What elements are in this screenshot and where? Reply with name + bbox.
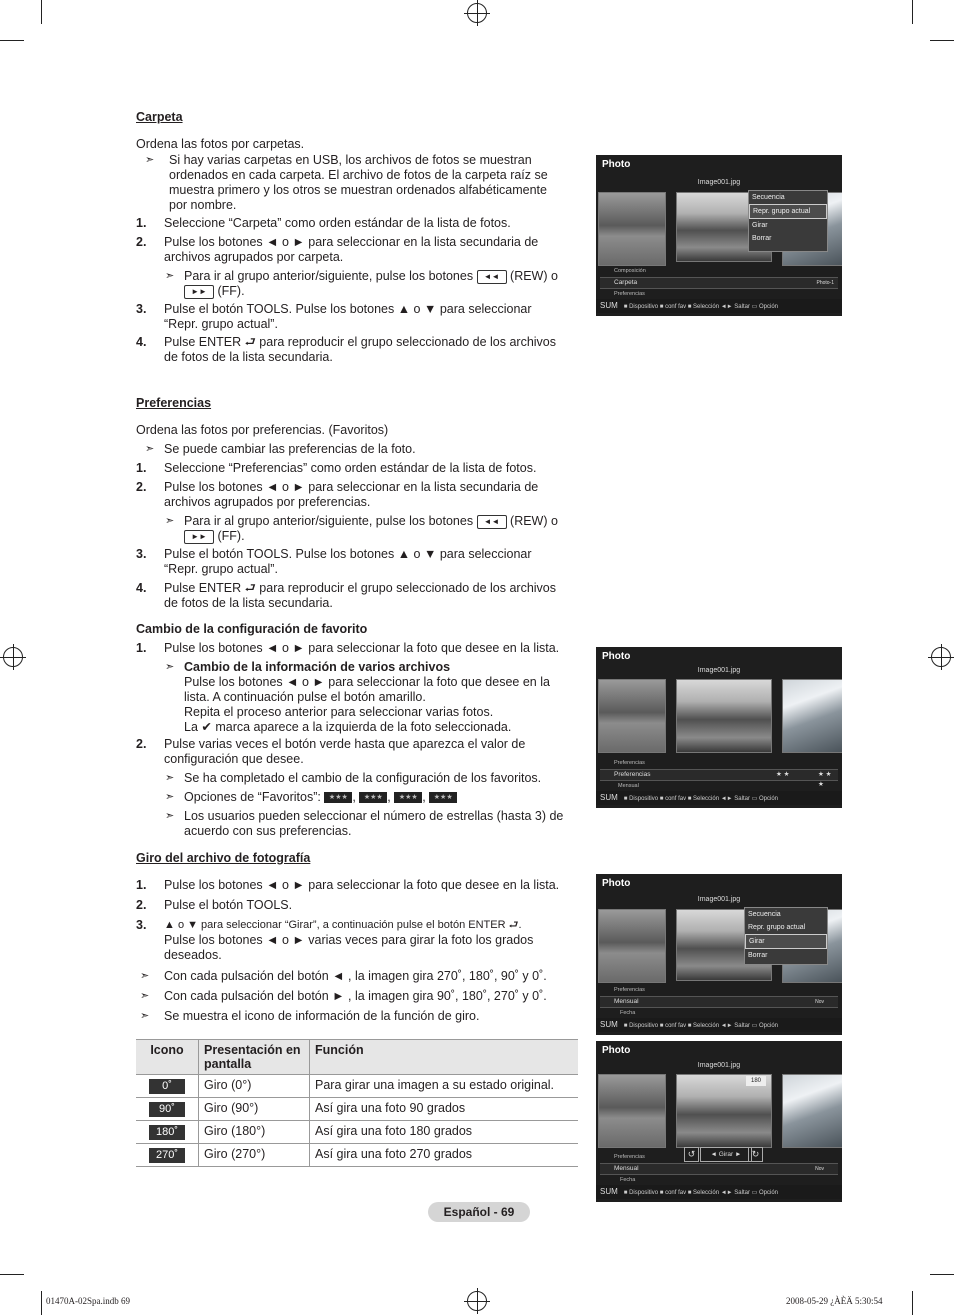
note-arrow: ➣: [165, 661, 175, 673]
step-number: 1.: [136, 878, 147, 892]
status-bar: SUM ■ Dispositivo ■ conf fav ■ Selección ◄► Saltar ▭ Opción: [596, 1185, 842, 1199]
note-arrow: ➣: [140, 990, 150, 1002]
note-text: Con cada pulsación del botón ◄ , la imagen gira 270˚, 180˚, 90˚ y 0˚.: [164, 969, 547, 983]
step-number: 1.: [136, 216, 147, 230]
step-text: Seleccione “Carpeta” como orden estándar de la lista de fotos.: [164, 216, 511, 230]
rotate-left-icon[interactable]: ↺: [684, 1147, 699, 1162]
ff-key-icon: ►►: [184, 285, 214, 299]
table-row: [136, 1121, 578, 1144]
registration-mark-bottom: [467, 1291, 487, 1311]
note-arrow: ➣: [140, 970, 150, 982]
multi-file-note: Cambio de la información de varios archivos Pulse los botones ◄ o ► para seleccionar la foto que desee en la lista. A continuación pulse el botón amarillo. Repita el proceso anterior para seleccionar varias fotos. La ✔ marca aparece a la izquierda de la foto seleccionada.: [184, 660, 550, 734]
note-arrow: ➣: [140, 1010, 150, 1022]
heading-carpeta: Carpeta: [136, 110, 183, 124]
group-bar: Preferencias ★ ★ ★ ★ ★: [600, 769, 838, 781]
rotate-90-icon: 90˚: [149, 1102, 185, 1117]
crop-mark: [912, 1291, 913, 1315]
screen-filename: Image001.jpg: [697, 667, 741, 674]
fav-option-0: ★★★: [324, 792, 352, 803]
fav-option-3: ★★★: [429, 792, 457, 803]
note-arrow: ➣: [165, 791, 175, 803]
crop-mark: [912, 0, 913, 24]
note-arrow: ➣: [145, 443, 155, 455]
photo-thumbnail: [598, 1074, 666, 1148]
step-number: 4.: [136, 335, 147, 349]
menu-item[interactable]: Repr. grupo actual: [749, 204, 827, 219]
menu-item[interactable]: Secuencia: [748, 911, 781, 918]
tv-screen-preferencias: [596, 647, 842, 808]
step-number: 1.: [136, 641, 147, 655]
menu-item[interactable]: Borrar: [748, 952, 768, 959]
step-text: Pulse ENTER ⮐ para reproducir el grupo seleccionado de los archivos de fotos de la lista secundaria.: [164, 581, 556, 610]
group-top-label: Preferencias: [614, 1154, 645, 1160]
group-bar: Carpeta Photo-1: [600, 277, 838, 289]
photo-thumbnail: [782, 1074, 842, 1148]
step-text: Pulse varias veces el botón verde hasta que aparezca el valor de configuración que desee.: [164, 737, 526, 766]
step-text: Pulse los botones ◄ o ► para seleccionar la foto que desee en la lista.: [164, 878, 560, 892]
table-header: Icono: [136, 1040, 199, 1075]
table-cell: Así gira una foto 90 grados: [310, 1098, 579, 1121]
rotation-badge: 180: [746, 1076, 766, 1086]
crop-mark: [0, 40, 24, 41]
note-text: Se muestra el icono de información de la función de giro.: [164, 1009, 480, 1023]
group-top-label: Composición: [614, 268, 646, 274]
table-row: [136, 1098, 578, 1121]
photo-thumbnail: [598, 679, 666, 753]
fav-option-2: ★★★: [394, 792, 422, 803]
menu-item[interactable]: Borrar: [752, 235, 772, 242]
step-number: 3.: [136, 547, 147, 561]
rotate-0-icon: 0˚: [149, 1079, 185, 1094]
note-text: Los usuarios pueden seleccionar el número de estrellas (hasta 3) de acuerdo con sus preferencias.: [184, 809, 564, 838]
table-cell: Giro (0°): [199, 1075, 310, 1098]
group-top-label: Preferencias: [614, 760, 645, 766]
photo-thumbnail: [598, 909, 666, 983]
note-text: Se puede cambiar las preferencias de la foto.: [164, 442, 416, 456]
step-text: Pulse el botón TOOLS.: [164, 898, 293, 912]
note-text: Si hay varias carpetas en USB, los archivos de fotos se muestran ordenados en cada carpeta. El archivo de fotos de la carpeta raíz se muestra primero y los otros se muestran ordenados alfabéticamente por nombre.: [169, 153, 548, 212]
step-text: Pulse ENTER ⮐ para reproducir el grupo seleccionado de los archivos de fotos de la lista secundaria.: [164, 335, 556, 364]
note-arrow: ➣: [165, 810, 175, 822]
menu-item[interactable]: Girar: [745, 934, 827, 949]
girar-selector[interactable]: ◄ Girar ►: [700, 1147, 752, 1162]
screen-filename: Image001.jpg: [697, 1062, 741, 1069]
step-text: Pulse el botón TOOLS. Pulse los botones ▲ o ▼ para seleccionar “Repr. grupo actual”.: [164, 302, 532, 331]
group-bottom-label: Fecha: [620, 1177, 636, 1183]
rotate-180-icon: 180˚: [149, 1125, 185, 1140]
group-top-label: Preferencias: [614, 987, 645, 993]
screen-filename: Image001.jpg: [697, 179, 741, 186]
menu-item[interactable]: Repr. grupo actual: [748, 924, 806, 931]
note-text: Se ha completado el cambio de la configuración de los favoritos.: [184, 771, 542, 785]
step-number: 2.: [136, 235, 147, 249]
step-text: Pulse los botones ◄ o ► para seleccionar en la lista secundaria de archivos agrupados por preferencias.: [164, 480, 539, 509]
note-arrow: ➣: [165, 772, 175, 784]
crop-mark: [930, 40, 954, 41]
status-bar: SUM ■ Dispositivo ■ conf fav ■ Selección ◄► Saltar ▭ Opción: [596, 791, 842, 805]
step-number: 2.: [136, 737, 147, 751]
step-text: Pulse los botones ◄ o ► para seleccionar la foto que desee en la lista.: [164, 641, 560, 655]
footer-date: 2008-05-29 ¿ÀÈÄ 5:30:54: [786, 1296, 883, 1306]
table-cell: Para girar una imagen a su estado original.: [310, 1075, 579, 1098]
fav-option-1: ★★★: [359, 792, 387, 803]
tv-screen-tools-girar: [596, 874, 842, 1035]
note-arrow: ➣: [145, 154, 155, 166]
table-cell: Giro (180°): [199, 1121, 310, 1144]
tools-menu[interactable]: [744, 907, 828, 965]
rew-key-icon: ◄◄: [477, 270, 507, 284]
sub-note-text: Para ir al grupo anterior/siguiente, pulse los botones ◄◄ (REW) o ►► (FF).: [184, 514, 558, 543]
screen-title: Photo: [602, 1045, 631, 1056]
menu-item[interactable]: Girar: [752, 222, 768, 229]
registration-mark-top: [467, 3, 487, 23]
group-bottom-label: Mensual: [618, 783, 639, 789]
table-header: Función: [310, 1040, 579, 1075]
note-text: Con cada pulsación del botón ► , la imagen gira 90˚, 180˚, 270˚ y 0˚.: [164, 989, 547, 1003]
tools-menu[interactable]: [748, 190, 828, 252]
step-number: 3.: [136, 918, 147, 932]
screen-title: Photo: [602, 878, 631, 889]
group-bar: Mensual Nov: [600, 1163, 838, 1175]
step-number: 2.: [136, 480, 147, 494]
ff-key-icon: ►►: [184, 530, 214, 544]
table-header: Presentación en pantalla: [199, 1040, 310, 1075]
table-cell: Giro (90°): [199, 1098, 310, 1121]
crop-mark: [41, 1291, 42, 1315]
tv-screen-carpeta: [596, 155, 842, 316]
tv-screen-rotation: [596, 1041, 842, 1202]
step-text: ▲ o ▼ para seleccionar “Girar”, a continuación pulse el botón ENTER ⮐. Pulse los botones ◄ o ► varias veces para girar la foto los grados deseados.: [164, 919, 534, 962]
note-arrow: ➣: [165, 515, 175, 527]
group-bar: Mensual Nov: [600, 996, 838, 1008]
intro-text: Ordena las fotos por preferencias. (Favoritos): [136, 423, 389, 437]
crop-mark: [0, 1274, 24, 1275]
table-cell: Así gira una foto 270 grados: [310, 1144, 579, 1167]
registration-mark-left: [3, 647, 23, 667]
footer-file: 01470A-02Spa.indb 69: [46, 1296, 130, 1306]
heading-preferencias: Preferencias: [136, 396, 212, 410]
intro-text: Ordena las fotos por carpetas.: [136, 137, 305, 151]
step-text: Pulse el botón TOOLS. Pulse los botones ▲ o ▼ para seleccionar “Repr. grupo actual”.: [164, 547, 532, 576]
photo-thumbnail: [676, 679, 772, 753]
table-row: [136, 1144, 578, 1167]
favorites-options: Opciones de “Favoritos”: ★★★ , ★★★ , ★★★ , ★★★: [184, 790, 457, 805]
crop-mark: [930, 1274, 954, 1275]
table-row: [136, 1075, 578, 1098]
group-bottom-label: Fecha: [620, 1010, 636, 1016]
crop-mark: [41, 0, 42, 24]
step-number: 3.: [136, 302, 147, 316]
heading-favorito: Cambio de la configuración de favorito: [136, 622, 368, 636]
rotation-table: [136, 1039, 578, 1167]
step-number: 4.: [136, 581, 147, 595]
page-number: Español - 69: [428, 1202, 530, 1222]
registration-mark-right: [931, 647, 951, 667]
table-cell: Así gira una foto 180 grados: [310, 1121, 579, 1144]
sub-note-text: Para ir al grupo anterior/siguiente, pulse los botones ◄◄ (REW) o ►► (FF).: [184, 269, 558, 298]
rotate-right-icon[interactable]: ↻: [748, 1147, 763, 1162]
rew-key-icon: ◄◄: [477, 515, 507, 529]
step-number: 2.: [136, 898, 147, 912]
status-bar: SUM ■ Dispositivo ■ conf fav ■ Selección ◄► Saltar ▭ Opción: [596, 1018, 842, 1032]
step-text: Pulse los botones ◄ o ► para seleccionar en la lista secundaria de archivos agrupados por carpeta.: [164, 235, 539, 264]
photo-thumbnail: [598, 192, 666, 266]
screen-title: Photo: [602, 651, 631, 662]
note-arrow: ➣: [165, 270, 175, 282]
step-number: 1.: [136, 461, 147, 475]
group-bottom-label: Preferencias: [614, 291, 645, 297]
menu-item[interactable]: Secuencia: [752, 194, 785, 201]
photo-thumbnail: [782, 679, 842, 753]
rotate-270-icon: 270˚: [149, 1148, 185, 1163]
screen-title: Photo: [602, 159, 631, 170]
step-text: Seleccione “Preferencias” como orden estándar de la lista de fotos.: [164, 461, 537, 475]
status-bar: SUM ■ Dispositivo ■ conf fav ■ Selección ◄► Saltar ▭ Opción: [596, 299, 842, 313]
table-cell: Giro (270°): [199, 1144, 310, 1167]
heading-giro: Giro del archivo de fotografía: [136, 851, 311, 865]
screen-filename: Image001.jpg: [697, 896, 741, 903]
